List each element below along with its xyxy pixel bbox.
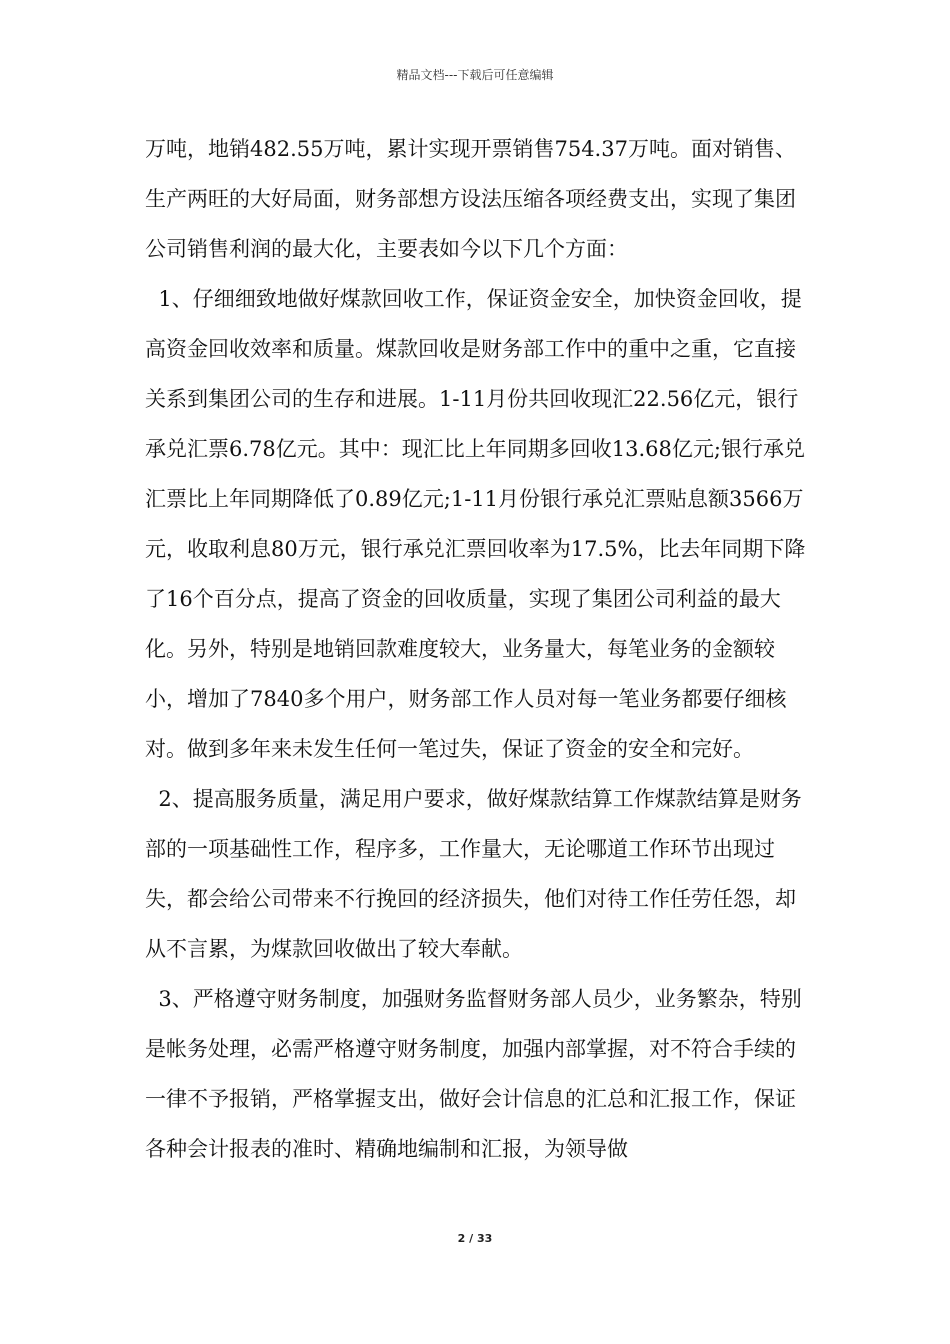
document-body bbox=[145, 124, 807, 1174]
paragraph: 万吨，地销482.55万吨，累计实现开票销售754.37万吨。面对销售、生产两旺的大好局面，财务部想方设法压缩各项经费支出，实现了集团公司销售利润的最大化，主要表如今以下几个方面： bbox=[145, 137, 796, 261]
paragraph: 3、严格遵守财务制度，加强财务监督财务部人员少，业务繁杂，特别是帐务处理，必需严格遵守财务制度，加强内部掌握，对不符合手续的一律不予报销，严格掌握支出，做好会计信息的汇总和汇报工作，保证各种会计报表的准时、精确地编制和汇报，为领导做 bbox=[145, 987, 802, 1161]
paragraph: 1、仔细细致地做好煤款回收工作，保证资金安全，加快资金回收，提高资金回收效率和质量。煤款回收是财务部工作中的重中之重，它直接关系到集团公司的生存和进展。1-11月份共回收现汇22.56亿元，银行承兑汇票6.78亿元。其中：现汇比上年同期多回收13.68亿元;银行承兑汇票比上年同期降低了0.89亿元;1-11月份银行承兑汇票贴息额3566万元，收取利息80万元，银行承兑汇票回收率为17.5%，比去年同期下降了16个百分点，提高了资金的回收质量，实现了集团公司利益的最大化。另外，特别是地销回款难度较大，业务量大，每笔业务的金额较小，增加了7840多个用户，财务部工作人员对每一笔业务都要仔细核对。做到多年来未发生任何一笔过失，保证了资金的安全和完好。 bbox=[145, 287, 806, 761]
page-header: 精品文档---下载后可任意编辑 bbox=[396, 68, 554, 82]
paragraph: 2、提高服务质量，满足用户要求，做好煤款结算工作煤款结算是财务部的一项基础性工作，程序多，工作量大，无论哪道工作环节出现过失，都会给公司带来不行挽回的经济损失，他们对待工作任劳任怨，却从不言累，为煤款回收做出了较大奉献。 bbox=[145, 787, 802, 961]
page-number: 2 / 33 bbox=[457, 1232, 493, 1245]
